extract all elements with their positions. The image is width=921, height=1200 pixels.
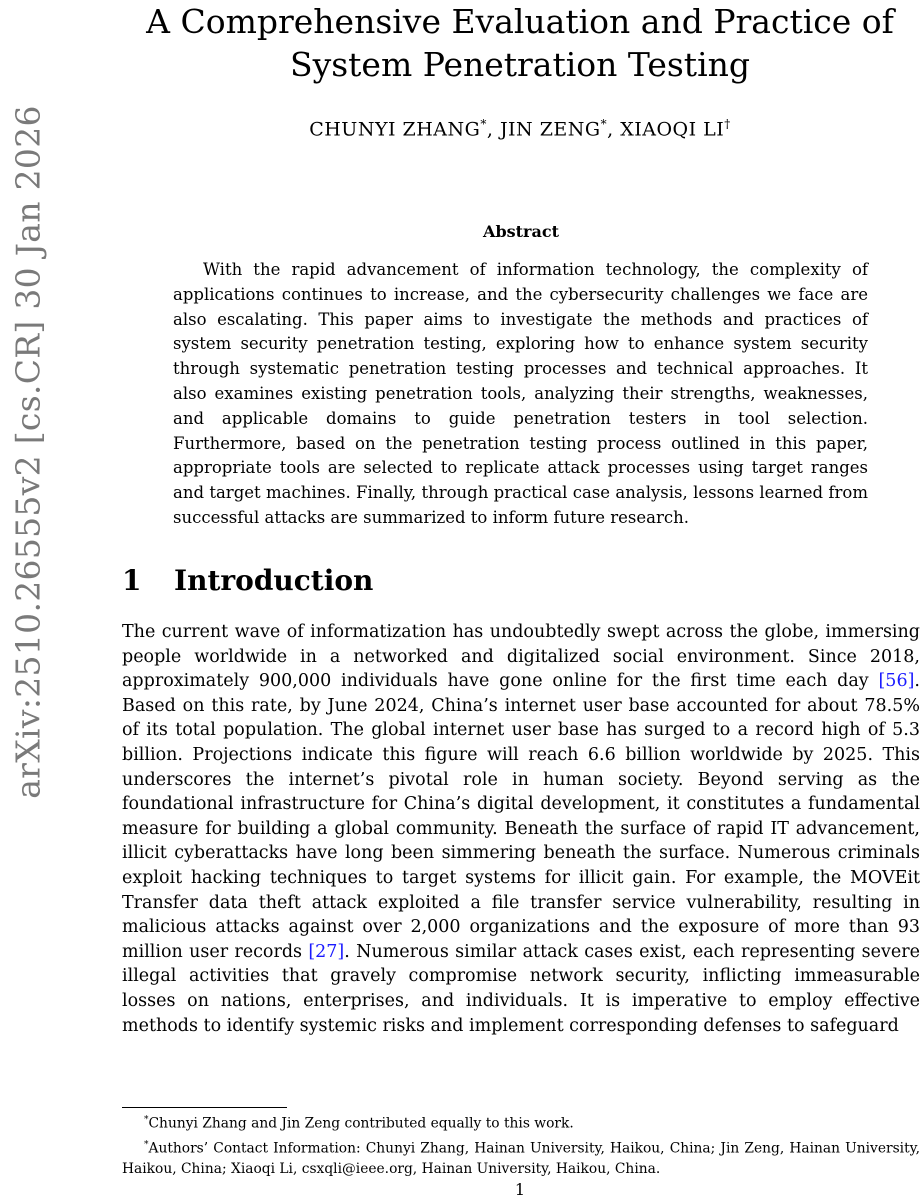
citation-link[interactable]: [27] [308, 941, 345, 962]
footnotes [122, 1110, 920, 1180]
author-name: JIN ZENG [499, 118, 601, 141]
section-heading [122, 564, 920, 597]
section-number: 1 [122, 564, 142, 597]
intro-text-part: . Based on this rate, by June 2024, China’s internet user base accounted for about 78.5% of its total population. The global internet user base has surged to a record high of 5.3 billion. Projections indicate this figure will reach 6.6 billion worldwide by 2025. This underscores the internet’s pivotal role in human society. Beyond serving as the foundational infrastructure for China’s digital development, it constitutes a fundamental measure for building a global community. Beneath the surface of rapid IT advancement, illicit cyberattacks have long been simmering beneath the surface. Numerous criminals exploit hacking techniques to target systems for illicit gain. For example, the MOVEit Transfer data theft attack exploited a file transfer service vulnerability, resulting in malicious attacks against over 2,000 organizations and the exposure of more than 93 million user records [122, 671, 920, 962]
intro-text-part: The current wave of informatization has undoubtedly swept across the globe, immersing people worldwide in a networked and digitalized social environment. Since 2018, approximately 900,000 individuals have gone online for the first time each day [122, 622, 920, 692]
footnote-divider [122, 1107, 287, 1108]
citation-link[interactable]: [56] [878, 671, 915, 692]
intro-text-part: . Numerous similar attack cases exist, each representing severe illegal activities that gravely compromise network security, inflicting immeasurable losses on nations, enterprises, and individuals. It is imperative to employ effective methods to identify systemic risks and implement corresponding defenses to safeguard [122, 941, 920, 1036]
introduction-text [122, 620, 920, 1038]
footnote [122, 1110, 920, 1135]
footnote [122, 1135, 920, 1181]
author-name: XIAOQI LI [620, 118, 725, 141]
arxiv-stamp [0, 0, 60, 1200]
abstract-heading: Abstract [483, 222, 559, 241]
footnote-text: Chunyi Zhang and Jin Zeng contributed equally to this work. [148, 1115, 574, 1132]
footnote-text: Authors’ Contact Information: Chunyi Zhang, Hainan University, Haikou, China; Jin Zeng, Hainan University, Haikou, China; Xiaoqi Li, csxqli@ieee.org, Hainan University, Haikou, China. [122, 1140, 920, 1178]
footnote-mark: * [144, 1139, 149, 1150]
author-list: CHUNYI ZHANG*, JIN ZENG*, XIAOQI LI† [309, 117, 731, 141]
author-mark: * [600, 117, 608, 131]
arxiv-identifier: arXiv:2510.26555v2 [cs.CR] 30 Jan 2026 [8, 105, 48, 799]
author-mark: * [480, 117, 487, 131]
paper-title: A Comprehensive Evaluation and Practice of System Penetration Testing [146, 2, 894, 84]
abstract-text: With the rapid advancement of information technology, the complexity of applications continues to increase, and the cybersecurity challenges we face are also escalating. This paper aims to investigate the methods and practices of system security penetration testing, exploring how to enhance system security through systematic penetration testing processes and technical approaches. It also examines existing penetration tools, analyzing their strengths, weaknesses, and applicable domains to guide penetration testers in tool selection. Furthermore, based on the penetration testing process outlined in this paper, appropriate tools are selected to replicate attack processes using target ranges and target machines. Finally, through practical case analysis, lessons learned from successful attacks are summarized to inform future research. [173, 260, 868, 527]
author-mark: † [724, 117, 731, 131]
page-number: 1 [514, 1180, 526, 1199]
footnote-mark: * [144, 1115, 149, 1125]
author-name: CHUNYI ZHANG [309, 118, 481, 141]
section-title: Introduction [174, 564, 374, 597]
